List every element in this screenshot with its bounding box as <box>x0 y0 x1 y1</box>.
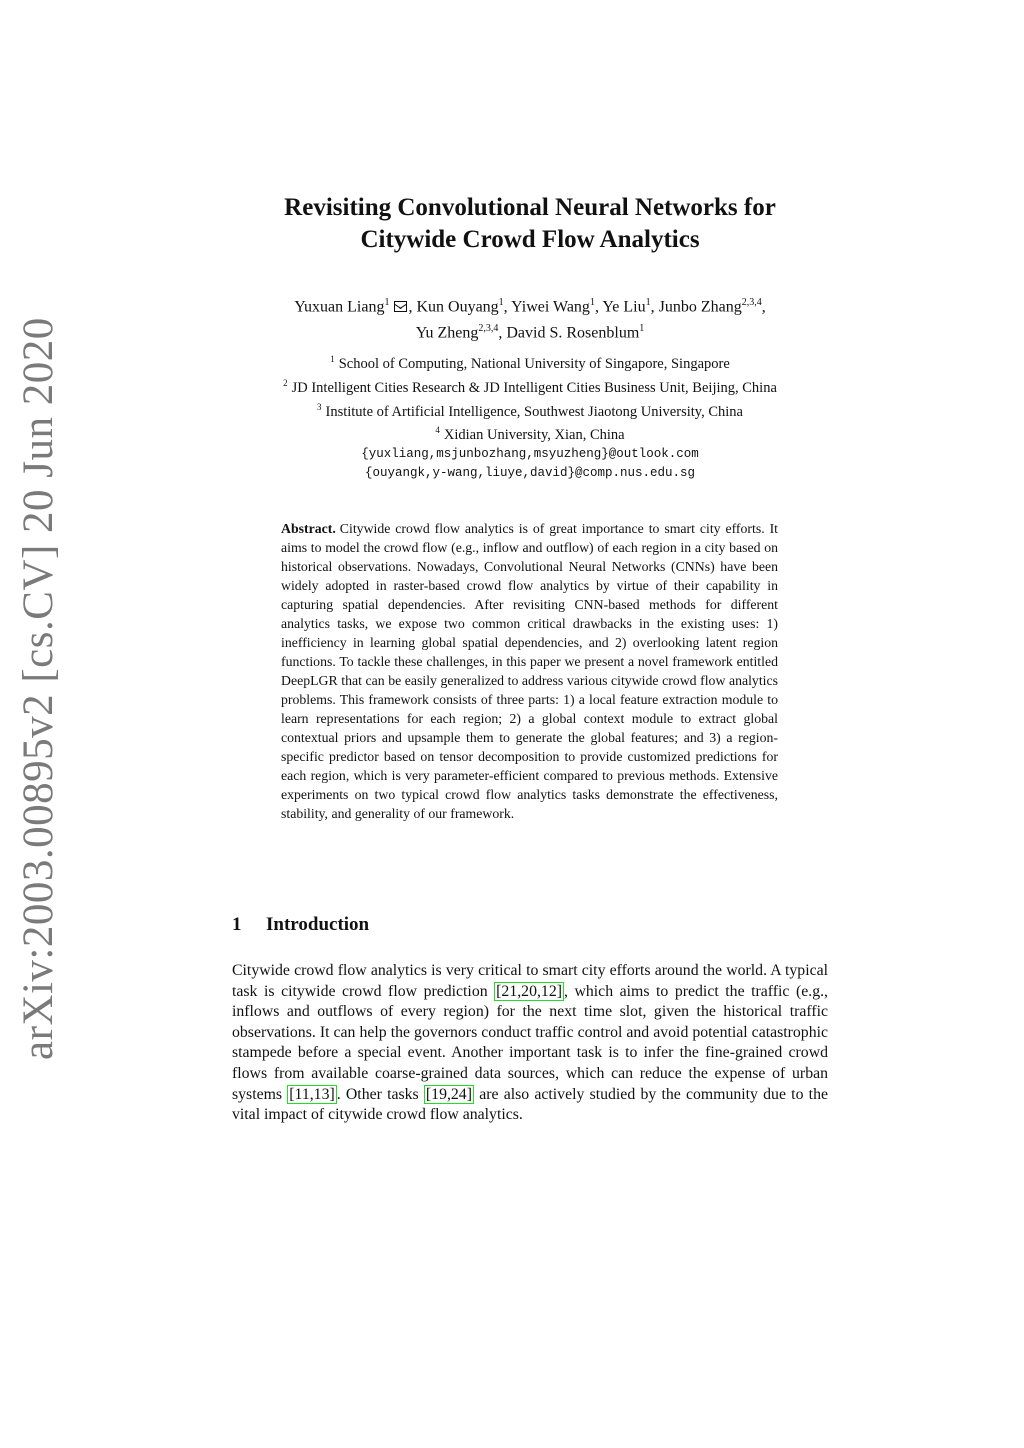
author-affil-sup: 2,3,4 <box>478 323 499 335</box>
author-line-1: Yuxuan Liang$^1$ , Kun Ouyang$^1$, Yiwei Wang$^1$, Ye Liu$^1$, Junbo Zhang$^{2,3,4}$, <box>294 297 766 316</box>
affiliation-sup: 2 <box>283 377 288 388</box>
citation-link[interactable]: [11,13] <box>289 1085 335 1103</box>
affiliation-sup: 1 <box>330 354 335 364</box>
intro-text: . Other tasks <box>336 1085 424 1103</box>
intro-text: Citywide crowd flow analytics is very critical to smart city efforts around the world. A typical task is citywide crowd flow prediction <box>232 962 828 1000</box>
envelope-icon <box>394 301 407 312</box>
title-line-2: Citywide Crowd Flow Analytics <box>360 226 700 253</box>
affiliation-item <box>232 398 828 422</box>
section-number: 1 <box>232 914 242 935</box>
abstract-text: Citywide crowd flow analytics is of great importance to smart city efforts. It aims to model the crowd flow (e.g., inflow and outflow) of each region in a city based on historical observations. Nowadays, Convolutional Neural Networks (CNNs) have been widely adopted in raster-based crowd flow analytics by virtue of their capability in capturing spatial dependencies. After revisiting CNN-based methods for different analytics tasks, we expose two common critical drawbacks in the existing uses: 1) inefficiency in learning global spatial dependencies, and 2) overlooking latent region functions. To tackle these challenges, in this paper we present a novel framework entitled DeepLGR that can be easily generalized to address various citywide crowd flow analytics problems. This framework consists of three parts: 1) a local feature extraction module to learn representations for each region; 2) a global context module to extract global contextual priors and upsample them to generate the global features; and 3) a region-specific predictor based on tensor decomposition to provide customized predictions for each region, which is very parameter-efficient compared to previous methods. Extensive experiments on two typical crowd flow analytics tasks demonstrate the effectiveness, stability, and generality of our framework. <box>281 521 778 821</box>
affiliation-text: Xidian University, Xian, China <box>443 427 625 444</box>
author-name: David S. Rosenblum <box>506 324 640 342</box>
author-name: Ye Liu <box>602 298 646 316</box>
citation-link[interactable]: [21,20,12] <box>496 982 562 1000</box>
author-affil-sup: 2,3,4 <box>741 297 762 308</box>
intro-paragraph <box>232 961 828 1126</box>
author-affil-sup: 1 <box>645 297 651 308</box>
affiliation-item <box>232 374 828 398</box>
author-list <box>232 292 828 345</box>
author-affil-sup: 1 <box>498 297 504 308</box>
affiliation-sup: 3 <box>317 401 322 412</box>
author-name: Yu Zheng <box>415 324 479 342</box>
email-line[interactable]: {yuxliang,msjunbozhang,msyuzheng}@outlook.com <box>361 447 699 462</box>
affiliation-list <box>232 350 828 483</box>
email-line[interactable]: {ouyangk,y-wang,liuye,david}@comp.nus.edu.sg <box>364 466 696 481</box>
affiliation-item <box>232 350 828 374</box>
author-line-2: Yu Zheng$^{2,3,4}$, David S. Rosenblum$^1$ <box>415 323 645 342</box>
author-name: Kun Ouyang <box>416 298 499 316</box>
section-title: Introduction <box>266 914 370 935</box>
paper-title <box>232 192 828 256</box>
affiliation-item <box>232 421 828 445</box>
author-name: Yuxuan Liang <box>294 298 385 316</box>
author-affil-sup: 1 <box>639 323 645 335</box>
citation-link[interactable]: [19,24] <box>425 1085 472 1103</box>
affiliation-text: JD Intelligent Cities Research & JD Intelligent Cities Business Unit, Beijing, China <box>291 379 777 396</box>
arxiv-side-stamp: arXiv:2003.00895v2 [cs.CV] 20 Jun 2020 <box>15 317 62 1060</box>
author-name: Junbo Zhang <box>658 298 742 316</box>
intro-text: , which aims to predict the traffic (e.g., inflows and outflows of every region) for the next time slot, given the historical traffic observations. It can help the governors conduct traffic control and avoid potential catastrophic stampede before a special event. Another important task is to infer the fine-grained crowd flows from available coarse-grained data sources, which can reduce the expense of urban systems <box>232 982 828 1103</box>
author-affil-sup: 1 <box>384 297 390 308</box>
author-affil-sup: 1 <box>589 297 595 308</box>
affiliation-text: School of Computing, National University of Singapore, Singapore <box>338 355 730 372</box>
abstract <box>281 519 778 823</box>
author-name: Yiwei Wang <box>511 298 590 316</box>
title-line-1: Revisiting Convolutional Neural Networks for <box>284 194 776 221</box>
intro-text: are also actively studied by the community due to the vital impact of citywide crowd flow analytics. <box>232 1085 828 1124</box>
section-heading <box>232 914 828 936</box>
affiliation-text: Institute of Artificial Intelligence, Southwest Jiaotong University, China <box>325 403 743 420</box>
affiliation-sup: 4 <box>435 425 440 436</box>
abstract-label: Abstract. <box>281 521 336 536</box>
